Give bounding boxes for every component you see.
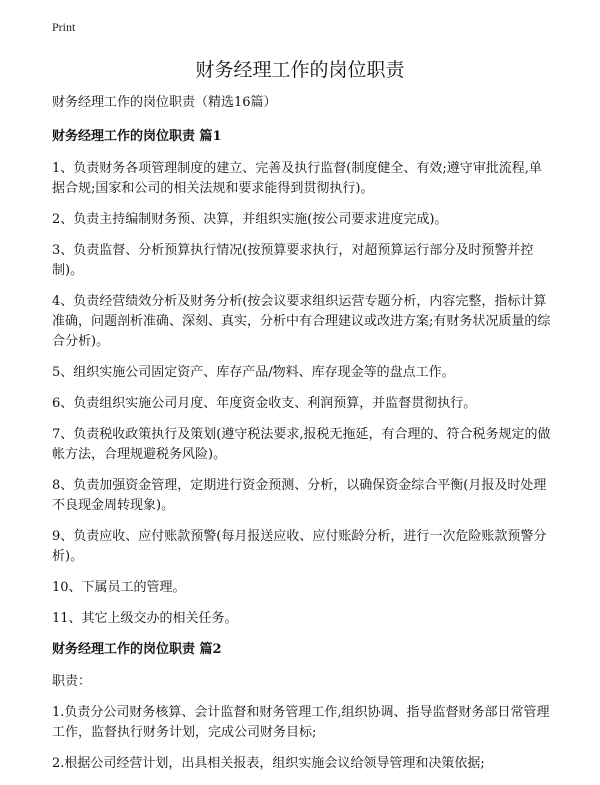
section-heading: 财务经理工作的岗位职责 篇1 (52, 129, 222, 144)
print-label[interactable]: Print (52, 20, 76, 34)
duty-item: 3、负责监督、分析预算执行情况(按预算要求执行，对超预算运行部分及时预警并控制)。 (52, 243, 534, 278)
duty-item: 2.根据公司经营计划，出具相关报表，组织实施会议给领导管理和决策依据; (52, 756, 485, 771)
duty-item: 11、其它上级交办的相关任务。 (52, 611, 238, 626)
section-2 (52, 640, 552, 774)
duty-item: 6、负责组织实施公司月度、年度资金收支、利润预算，并监督贯彻执行。 (52, 396, 477, 411)
duty-item: 1.负责分公司财务核算、会计监督和财务管理工作,组织协调、指导监督财务部日常管理工作，监督执行财务计划，完成公司财务目标; (52, 705, 550, 740)
duty-item: 1、负责财务各项管理制度的建立、完善及执行监督(制度健全、有效;遵守审批流程,单据合规;国家和公司的相关法规和要求能得到贯彻执行)。 (52, 161, 542, 196)
duty-item: 9、负责应收、应付账款预警(每月报送应收、应付账龄分析，进行一次危险账款预警分析)。 (52, 529, 547, 564)
duty-item: 4、负责经营绩效分析及财务分析(按会议要求组织运营专题分析，内容完整，指标计算准确，问题剖析准确、深刻、真实，分析中有合理建议或改进方案;有财务状况质量的综合分析)。 (52, 294, 551, 349)
duty-item: 5、组织实施公司固定资产、库存产品/物料、库存现金等的盘点工作。 (52, 365, 455, 380)
duty-item: 8、负责加强资金管理，定期进行资金预测、分析，以确保资金综合平衡(月报及时处理不良现金周转现象)。 (52, 478, 547, 513)
duty-item: 10、下属员工的管理。 (52, 580, 186, 595)
document-subtitle: 财务经理工作的岗位职责（精选16篇） (52, 95, 277, 110)
section-1 (52, 127, 552, 629)
duty-label: 职责： (52, 674, 92, 689)
document-body (52, 93, 552, 785)
duty-item: 7、负责税收政策执行及策划(遵守税法要求,报税无拖延，有合理的、符合税务规定的做帐方法，合理规避税务风险)。 (52, 427, 551, 462)
duty-item: 2、负责主持编制财务预、决算，并组织实施(按公司要求进度完成)。 (52, 212, 448, 227)
document-title: 财务经理工作的岗位职责 (195, 59, 405, 81)
section-heading: 财务经理工作的岗位职责 篇2 (52, 642, 222, 657)
